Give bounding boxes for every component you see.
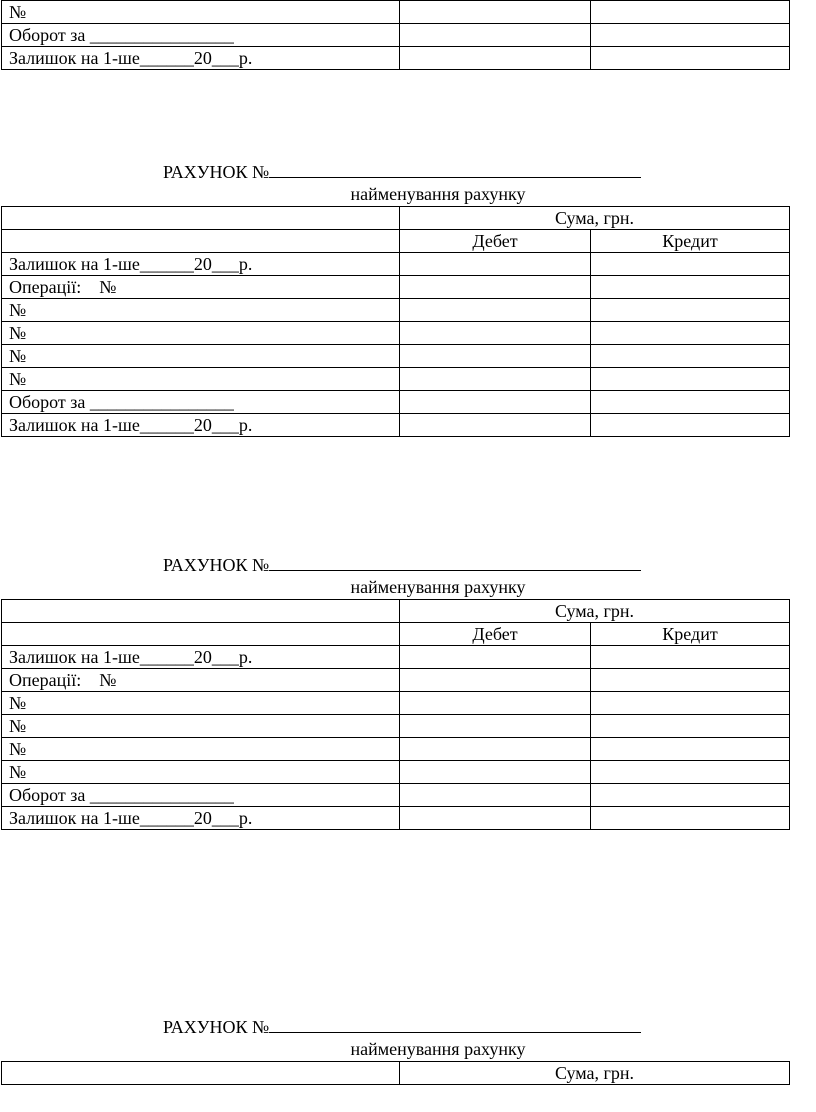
- table-header-row: [2, 623, 790, 646]
- table-header-row: [2, 207, 790, 230]
- row-label: №: [2, 715, 400, 738]
- table-header-row: [2, 230, 790, 253]
- row-label: Операції: №: [2, 276, 400, 299]
- row-label: №: [2, 345, 400, 368]
- credit-cell[interactable]: [591, 761, 790, 784]
- row-label: Залишок на 1-ше______20___р.: [2, 253, 400, 276]
- table-row: [2, 807, 790, 830]
- credit-cell[interactable]: [591, 345, 790, 368]
- table-row: [2, 715, 790, 738]
- table-row: [2, 738, 790, 761]
- credit-cell[interactable]: [591, 253, 790, 276]
- row-label: Залишок на 1-ше______20___р.: [2, 414, 400, 437]
- debit-cell[interactable]: [400, 669, 591, 692]
- header-blank: [2, 230, 400, 253]
- debit-cell[interactable]: [400, 391, 591, 414]
- debit-cell[interactable]: [400, 414, 591, 437]
- sum-header: Сума, грн.: [400, 1062, 790, 1085]
- debit-cell[interactable]: [400, 784, 591, 807]
- header-blank: [2, 207, 400, 230]
- table-row: [2, 345, 790, 368]
- table-row: [2, 414, 790, 437]
- table-header-row: [2, 600, 790, 623]
- debit-cell[interactable]: [400, 738, 591, 761]
- row-label: №: [2, 368, 400, 391]
- table-row: [2, 368, 790, 391]
- row-label: №: [2, 738, 400, 761]
- credit-cell[interactable]: [591, 738, 790, 761]
- credit-cell[interactable]: [591, 322, 790, 345]
- credit-cell[interactable]: [591, 368, 790, 391]
- credit-cell[interactable]: [591, 414, 790, 437]
- debit-cell[interactable]: [400, 807, 591, 830]
- debit-header: Дебет: [400, 230, 591, 253]
- debit-cell[interactable]: [400, 24, 591, 47]
- table-row: [2, 1, 790, 24]
- account-number-line[interactable]: [269, 160, 641, 178]
- table-row: [2, 24, 790, 47]
- debit-header: Дебет: [400, 623, 591, 646]
- debit-cell[interactable]: [400, 368, 591, 391]
- table-row: [2, 784, 790, 807]
- header-blank: [2, 600, 400, 623]
- credit-cell[interactable]: [591, 276, 790, 299]
- table-row: [2, 322, 790, 345]
- row-label: Оборот за ________________: [2, 391, 400, 414]
- credit-cell[interactable]: [591, 784, 790, 807]
- table-row: [2, 253, 790, 276]
- row-label: Залишок на 1-ше______20___р.: [2, 47, 400, 70]
- credit-cell[interactable]: [591, 807, 790, 830]
- credit-cell[interactable]: [591, 1, 790, 24]
- account-subtitle: найменування рахунку: [350, 577, 526, 597]
- debit-cell[interactable]: [400, 646, 591, 669]
- row-label: Залишок на 1-ше______20___р.: [2, 807, 400, 830]
- table-row: [2, 646, 790, 669]
- debit-cell[interactable]: [400, 299, 591, 322]
- debit-cell[interactable]: [400, 345, 591, 368]
- table-row: [2, 299, 790, 322]
- account-title: [163, 1015, 641, 1038]
- table-header-row: [2, 1062, 790, 1085]
- credit-header: Кредит: [591, 230, 790, 253]
- debit-cell[interactable]: [400, 253, 591, 276]
- table-row: [2, 692, 790, 715]
- table-row: [2, 276, 790, 299]
- account-subtitle: найменування рахунку: [350, 184, 526, 204]
- credit-cell[interactable]: [591, 646, 790, 669]
- table-row: [2, 47, 790, 70]
- sum-header: Сума, грн.: [400, 600, 790, 623]
- row-label: Операції: №: [2, 669, 400, 692]
- row-label: №: [2, 761, 400, 784]
- credit-cell[interactable]: [591, 24, 790, 47]
- debit-cell[interactable]: [400, 761, 591, 784]
- credit-cell[interactable]: [591, 669, 790, 692]
- row-label: Оборот за ________________: [2, 24, 400, 47]
- account-title: [163, 160, 641, 183]
- account-table: [1, 206, 790, 437]
- credit-cell[interactable]: [591, 47, 790, 70]
- header-blank: [2, 1062, 400, 1085]
- account-table: [1, 1061, 790, 1085]
- credit-header: Кредит: [591, 623, 790, 646]
- row-label: №: [2, 322, 400, 345]
- sum-header: Сума, грн.: [400, 207, 790, 230]
- debit-cell[interactable]: [400, 276, 591, 299]
- credit-cell[interactable]: [591, 692, 790, 715]
- account-title-text: РАХУНОК №: [163, 1017, 270, 1037]
- account-number-line[interactable]: [269, 1015, 641, 1033]
- row-label: №: [2, 1, 400, 24]
- row-label: Залишок на 1-ше______20___р.: [2, 646, 400, 669]
- table-row: [2, 391, 790, 414]
- row-label: №: [2, 692, 400, 715]
- debit-cell[interactable]: [400, 715, 591, 738]
- account-title: [163, 553, 641, 576]
- row-label: Оборот за ________________: [2, 784, 400, 807]
- top-fragment-table: [1, 0, 790, 70]
- account-table: [1, 599, 790, 830]
- account-subtitle: найменування рахунку: [350, 1039, 526, 1059]
- debit-cell[interactable]: [400, 47, 591, 70]
- row-label: №: [2, 299, 400, 322]
- credit-cell[interactable]: [591, 715, 790, 738]
- credit-cell[interactable]: [591, 299, 790, 322]
- debit-cell[interactable]: [400, 1, 591, 24]
- header-blank: [2, 623, 400, 646]
- debit-cell[interactable]: [400, 322, 591, 345]
- credit-cell[interactable]: [591, 391, 790, 414]
- table-row: [2, 669, 790, 692]
- debit-cell[interactable]: [400, 692, 591, 715]
- table-row: [2, 761, 790, 784]
- account-title-text: РАХУНОК №: [163, 555, 270, 575]
- account-number-line[interactable]: [269, 553, 641, 571]
- account-title-text: РАХУНОК №: [163, 162, 270, 182]
